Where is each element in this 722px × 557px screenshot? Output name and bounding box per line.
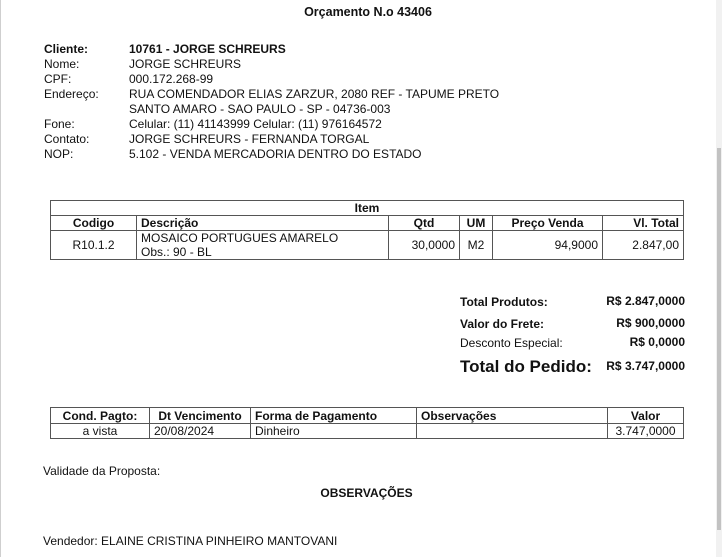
address-value: RUA COMENDADOR ELIAS ZARZUR, 2080 REF - TAPUME PRETO: [129, 87, 500, 101]
item-obs: Obs.: 90 - BL: [141, 245, 212, 259]
freight-label: Valor do Frete:: [460, 317, 545, 331]
nop-label: NOP:: [44, 147, 74, 161]
col-header: Cond. Pagto:: [51, 408, 150, 424]
col-header: Valor: [608, 408, 684, 424]
proposal-validity: Validade da Proposta:: [43, 464, 161, 478]
table-row[interactable]: [51, 424, 684, 439]
col-header: Forma de Pagamento: [251, 408, 417, 424]
name-label: Nome:: [44, 57, 80, 71]
col-header: Vl. Total: [603, 216, 684, 231]
order-total-label: Total do Pedido:: [460, 357, 592, 376]
nop-value: 5.102 - VENDA MERCADORIA DENTRO DO ESTADO: [129, 147, 422, 161]
contact-value: JORGE SCHREURS - FERNANDA TORGAL: [129, 132, 370, 146]
freight-value: R$ 900,0000: [616, 316, 685, 330]
client-value: 10761 - JORGE SCHREURS: [129, 42, 286, 56]
item-desc-text: MOSAICO PORTUGUES AMARELO: [141, 231, 339, 245]
item-code: R10.1.2: [51, 231, 137, 260]
items-caption-row: [51, 201, 684, 216]
client-label: Cliente:: [44, 42, 89, 56]
cpf-value: 000.172.268-99: [129, 72, 214, 86]
total-products-value: R$ 2.847,0000: [606, 294, 685, 308]
col-header: Observações: [417, 408, 608, 424]
item-description: [137, 231, 389, 260]
col-header: Preço Venda: [493, 216, 603, 231]
phone-value: Celular: (11) 41143999 Celular: (11) 976164572: [129, 117, 382, 131]
scrollbar-thumb[interactable]: [717, 148, 721, 530]
col-header: Descrição: [137, 216, 389, 231]
col-header: Dt Vencimento: [150, 408, 251, 424]
items-table: [50, 200, 684, 260]
discount-value: R$ 0,0000: [629, 335, 685, 349]
payment-due-date: 20/08/2024: [150, 424, 251, 439]
address-value-cont: SANTO AMARO - SAO PAULO - SP - 04736-003: [129, 102, 391, 116]
item-price: 94,9000: [493, 231, 603, 260]
name-value: JORGE SCHREURS: [129, 57, 242, 71]
items-caption: Item: [51, 201, 684, 216]
payment-value: 3.747,0000: [608, 424, 684, 439]
document-title: Orçamento N.o 43406: [304, 5, 432, 19]
payment-table: [50, 407, 684, 439]
payment-obs: [417, 424, 608, 439]
col-header: UM: [460, 216, 493, 231]
payment-header-row: [51, 408, 684, 424]
payment-method: Dinheiro: [251, 424, 417, 439]
col-header: Codigo: [51, 216, 137, 231]
address-label: Endereço:: [44, 87, 99, 101]
order-total-value: R$ 3.747,0000: [606, 359, 685, 373]
item-total: 2.847,00: [603, 231, 684, 260]
total-products-label: Total Produtos:: [460, 295, 548, 309]
discount-label: Desconto Especial:: [460, 336, 563, 350]
items-header-row: [51, 216, 684, 231]
item-qty: 30,0000: [389, 231, 460, 260]
contact-label: Contato:: [44, 132, 90, 146]
payment-cond: a vista: [51, 424, 150, 439]
cpf-label: CPF:: [44, 72, 72, 86]
observations-title: OBSERVAÇÕES: [320, 486, 413, 500]
col-header: Qtd: [389, 216, 460, 231]
phone-label: Fone:: [44, 117, 75, 131]
item-unit: M2: [460, 231, 493, 260]
salesperson: Vendedor: ELAINE CRISTINA PINHEIRO MANTOVANI: [43, 534, 338, 548]
table-row[interactable]: [51, 231, 684, 260]
